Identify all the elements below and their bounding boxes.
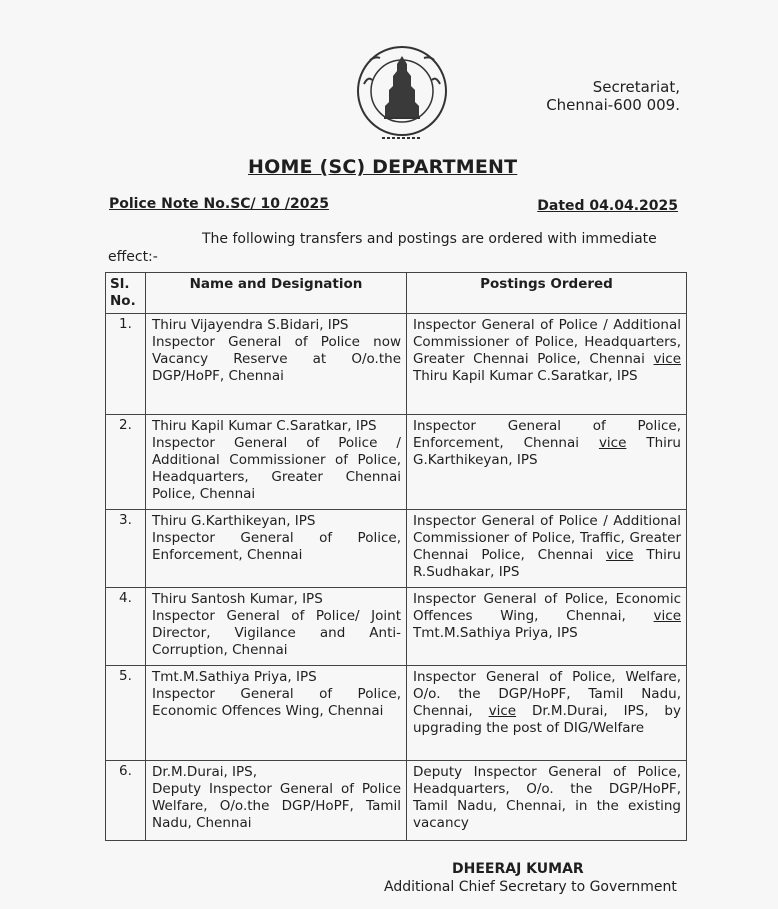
posting-text: Inspector General of Police, Enforcement, Chennai [413, 418, 681, 451]
row-posting [407, 666, 687, 761]
row-sl-no: 4. [106, 588, 146, 666]
row-name-designation [146, 415, 407, 510]
table-row [106, 761, 687, 841]
vice-label: vice [653, 608, 681, 624]
row-name-designation [146, 588, 407, 666]
vice-officer: Dr.M.Durai, IPS, by upgrading the post of DIG/Welfare [413, 703, 681, 736]
row-posting [407, 588, 687, 666]
vice-officer: Thiru Kapil Kumar C.Saratkar, IPS [413, 368, 638, 384]
officer-designation: Inspector General of Police, Enforcement, Chennai [152, 530, 401, 563]
vice-label: vice [653, 351, 681, 367]
officer-name: Dr.M.Durai, IPS, [152, 764, 258, 780]
intro-paragraph [108, 230, 683, 266]
table-row [106, 314, 687, 415]
table-row [106, 588, 687, 666]
postings-table [105, 272, 687, 841]
vice-label: vice [605, 547, 634, 563]
row-sl-no: 5. [106, 666, 146, 761]
officer-name: Thiru G.Karthikeyan, IPS [152, 513, 316, 529]
posting-text: Inspector General of Police / Additional Commissioner of Police, Traffic, Greater Chennai Police, Chennai [413, 513, 681, 563]
note-date: Dated 04.04.2025 [537, 198, 678, 214]
department-title: HOME (SC) DEPARTMENT [248, 156, 518, 178]
address-line-2: Chennai-600 009. [546, 96, 680, 114]
row-name-designation [146, 314, 407, 415]
state-emblem-icon [348, 44, 456, 144]
table-row [106, 510, 687, 588]
row-sl-no: 1. [106, 314, 146, 415]
officer-designation: Deputy Inspector General of Police Welfare, O/o.the DGP/HoPF, Tamil Nadu, Chennai [152, 781, 401, 831]
posting-text: Inspector General of Police / Additional Commissioner of Police, Headquarters, Greater Chennai Police, Chennai [413, 317, 681, 367]
table-row [106, 666, 687, 761]
vice-officer: Tmt.M.Sathiya Priya, IPS [413, 625, 578, 641]
row-name-designation [146, 510, 407, 588]
officer-designation: Inspector General of Police/ Joint Director, Vigilance and Anti-Corruption, Chennai [152, 608, 401, 658]
officer-name: Thiru Santosh Kumar, IPS [152, 591, 323, 607]
vice-label: vice [598, 435, 627, 451]
row-posting [407, 415, 687, 510]
officer-designation: Inspector General of Police now Vacancy Reserve at O/o.the DGP/HoPF, Chennai [152, 334, 401, 384]
header-sl-no: Sl. No. [106, 273, 146, 314]
posting-text: Inspector General of Police, Welfare, O/o. the DGP/HoPF, Tamil Nadu, Chennai, [413, 669, 681, 719]
officer-name: Thiru Vijayendra S.Bidari, IPS [152, 317, 349, 333]
vice-officer: Thiru R.Sudhakar, IPS [413, 547, 681, 580]
row-sl-no: 2. [106, 415, 146, 510]
secretariat-address [546, 78, 680, 114]
header-name-designation: Name and Designation [146, 273, 407, 314]
posting-text: Inspector General of Police, Economic Offences Wing, Chennai, [413, 591, 681, 624]
signatory-designation: Additional Chief Secretary to Government [384, 879, 677, 895]
table-row [106, 415, 687, 510]
officer-designation: Inspector General of Police / Additional Commissioner of Police, Headquarters, Greater Chennai Police, Chennai [152, 435, 401, 502]
vice-label: vice [488, 703, 517, 719]
row-name-designation [146, 761, 407, 841]
officer-name: Thiru Kapil Kumar C.Saratkar, IPS [152, 418, 377, 434]
intro-text: The following transfers and postings are ordered with immediate effect:- [108, 231, 657, 265]
row-sl-no: 6. [106, 761, 146, 841]
row-posting [407, 314, 687, 415]
officer-name: Tmt.M.Sathiya Priya, IPS [152, 669, 317, 685]
officer-designation: Inspector General of Police, Economic Offences Wing, Chennai [152, 686, 401, 719]
signatory-name: DHEERAJ KUMAR [452, 861, 584, 877]
police-note-number: Police Note No.SC/ 10 /2025 [109, 196, 329, 212]
address-line-1: Secretariat, [592, 78, 680, 96]
row-posting [407, 510, 687, 588]
header-postings-ordered: Postings Ordered [407, 273, 687, 314]
row-name-designation [146, 666, 407, 761]
posting-text: Deputy Inspector General of Police, Headquarters, O/o. the DGP/HoPF, Tamil Nadu, Chennai, in the existing vacancy [413, 764, 681, 831]
vice-officer: Thiru G.Karthikeyan, IPS [413, 435, 681, 468]
row-posting [407, 761, 687, 841]
table-header-row [106, 273, 687, 314]
row-sl-no: 3. [106, 510, 146, 588]
